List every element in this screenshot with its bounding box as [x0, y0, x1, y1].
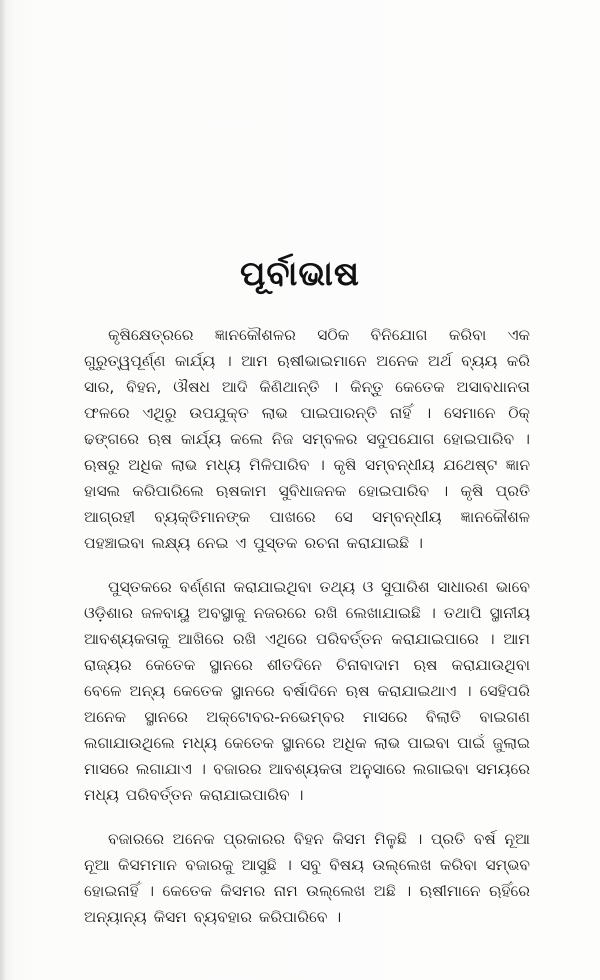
paragraph-1: କୃଷିକ୍ଷେତ୍ରରେ ଜ୍ଞାନକୌଶଳର ସଠିକ ବିନିଯୋଗ କରିବା ଏକ ଗୁରୁତ୍ୱପୂର୍ଣ୍ଣ କାର୍ଯ୍ୟ । ଆମ ଋଷୀଭାଇମାନେ ଅନେକ ଅର୍ଥ ବ୍ୟୟ କରି ସାର, ବିହନ, ଔଷଧ ଆଦି କିଣିଥାନ୍ତି । କିନ୍ତୁ କେତେକ ଅସାବଧାନତା ଫଳରେ ଏଥିରୁ ଉପଯୁକ୍ତ ଲାଭ ପାଇପାରନ୍ତି ନାହିଁ । ସେମାନେ ଠିକ୍ ଢଙ୍ଗରେ ଋଷ କାର୍ଯ୍ୟ କଲେ ନିଜ ସମ୍ବଳର ସଦୁପଯୋଗ ହୋଇପାରିବ । ଋଷରୁ ଅଧିକ ଲାଭ ମଧ୍ୟ ମିଳିପାରିବ । କୃଷି ସମ୍ବନ୍ଧୀୟ ଯଥେଷ୍ଟ ଜ୍ଞାନ ହାସଲ କରିପାରିଲେ ଋଷକାମ ସୁବିଧାଜନକ ହୋଇପାରିବ । କୃଷି ପ୍ରତି ଆଗ୍ରହୀ ବ୍ୟକ୍ତିମାନଙ୍କ ପାଖରେ ସେ ସମ୍ବନ୍ଧୀୟ ଜ୍ଞାନକୌଶଳ ପହଞ୍ଚାଇବା ଲକ୍ଷ୍ୟ ନେଇ ଏ ପୁସ୍ତକ ରଚନା କରାଯାଇଛି । — [84, 326, 530, 552]
page-title: ପୂର୍ବାଭାଷ — [240, 254, 360, 294]
body-text — [84, 322, 530, 948]
page-spine-shadow — [0, 0, 6, 980]
paragraph-2: ପୁସ୍ତକରେ ବର୍ଣ୍ଣନା କରାଯାଇଥିବା ତଥ୍ୟ ଓ ସୁପାରିଶ ସାଧାରଣ ଭାବେ ଓଡ଼ିଶାର ଜଳବାୟୁ ଅବସ୍ଥାକୁ ନଜରରେ ରଖି ଲେଖାଯାଇଛି । ତଥାପି ସ୍ଥାନୀୟ ଆବଶ୍ୟକତାକୁ ଆଖିରେ ରଖି ଏଥିରେ ପରିବର୍ତ୍ତନ କରାଯାଇପାରେ । ଆମ ରାଜ୍ୟର କେତେକ ସ୍ଥାନରେ ଶୀତଦିନେ ଚିନାବାଦାମ ଋଷ କରାଯାଉଥିବା ବେଳେ ଅନ୍ୟ କେତେକ ସ୍ଥାନରେ ବର୍ଷାଦିନେ ଋଷ କରାଯାଇଥାଏ । ସେହିପରି ଅନେକ ସ୍ଥାନରେ ଅକ୍ଟୋବର-ନଭେମ୍ବର ମାସରେ ବିଲାତି ବାଇଗଣ ଲଗାଯାଉଥିଲେ ମଧ୍ୟ କେତେକ ସ୍ଥାନରେ ଅଧିକ ଲାଭ ପାଇବା ପାଇଁ ଜୁଲାଇ ମାସରେ ଲଗାଯାଏ । ବଜାରର ଆବଶ୍ୟକତା ଅନୁସାରେ ଲଗାଇବା ସମୟରେ ମଧ୍ୟ ପରିବର୍ତ୍ତନ କରାଯାଇପାରିବ । — [84, 578, 530, 804]
paragraph-3: ବଜାରରେ ଅନେକ ପ୍ରକାରର ବିହନ କିସମ ମିଳୁଛି । ପ୍ରତି ବର୍ଷ ନୂଆ ନୂଆ କିସମମାନ ବଜାରକୁ ଆସୁଛି । ସବୁ ବିଷୟ ଉଲ୍ଲେଖ କରିବା ସମ୍ଭବ ହୋଇନାହିଁ । କେତେକ କିସମର ନାମ ଉଲ୍ଲେଖ ଅଛି । ଋଷୀମାନେ ଋହିଁରେ ଅନ୍ୟାନ୍ୟ କିସମ ବ୍ୟବହାର କରିପାରିବେ । — [84, 830, 530, 926]
